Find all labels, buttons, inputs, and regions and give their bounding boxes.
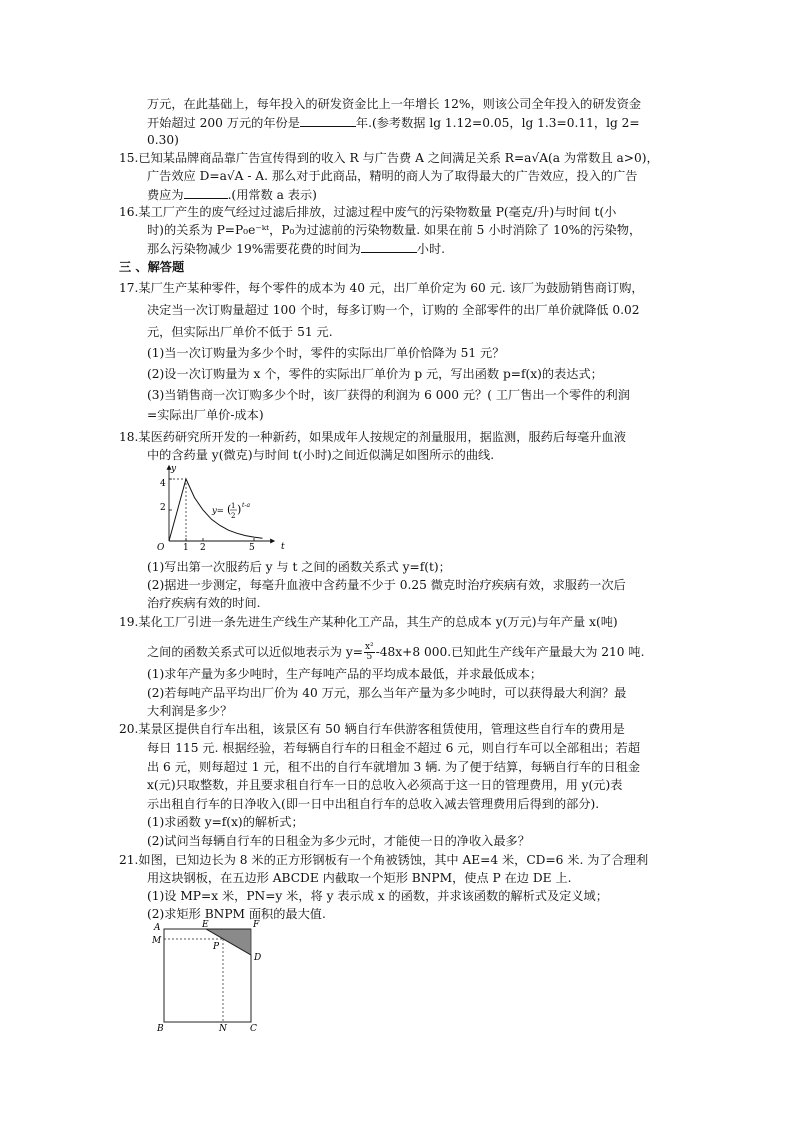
q14-line2-start: 开始超过 200 万元的年份是 (147, 116, 300, 130)
formula-paren-close: ) (237, 503, 242, 516)
section-heading: 三 、解答题 (119, 260, 185, 274)
point-f-label: F (253, 920, 260, 930)
point-e-label: E (202, 920, 209, 930)
q18-line2: 中的含药量 y(微克)与时间 t(小时)之间近似满足如图所示的曲线. (147, 448, 495, 462)
formula-numerator: 1 (231, 502, 236, 510)
q20-part2: (2)试问当每辆自行车的日租金为多少元时，才能使一日的净收入最多？ (147, 834, 530, 848)
q17-part3b: =实际出厂单价-成本) (147, 408, 264, 422)
q20-line5: 示出租自行车的日净收入(即一日中出租自行车的总收入减去管理费用后得到的部分). (147, 797, 600, 811)
q17-part3a: (3)当销售商一次订购多少个时，该厂获得的利润为 6 000 元？( 工厂售出一个零件的利润 (147, 388, 630, 402)
q16-line3-end: 小时. (416, 242, 446, 256)
point-c-label: C (250, 1024, 257, 1034)
y-tick-label: 4 (160, 479, 166, 489)
q21-part1: (1)设 MP=x 米，PN=y 米，将 y 表示成 x 的函数，并求该函数的解析式及定义域； (147, 889, 608, 903)
curve-formula (211, 502, 250, 520)
q14-line1: 万元，在此基础上，每年投入的研发资金比上一年增长 12%，则该公司全年投入的研发资金 (147, 97, 642, 111)
point-b-label: B (157, 1024, 164, 1034)
point-m-label: M (152, 936, 162, 946)
q17-part2: (2)设一次订购量为 x 个，零件的实际出厂单价为 p 元，写出函数 p=f(x)的表达式； (147, 367, 603, 381)
y-axis-label: y (171, 464, 177, 474)
answer-blank[interactable] (184, 187, 228, 199)
x-tick-label: 1 (183, 543, 189, 553)
fraction-numerator: x² (364, 642, 374, 652)
q18-part2a: (2)据进一步测定，每毫升血液中含药量不少于 0.25 微克时治疗疾病有效，求服药一次后 (147, 578, 626, 592)
q19-line2-end: -48x+8 000.已知此生产线年产量最大为 210 吨. (375, 645, 645, 659)
y-tick-label: 2 (160, 503, 166, 513)
q21-line2: 用这块钢板，在五边形 ABCDE 内截取一个矩形 BNPM，使点 P 在边 DE 上. (147, 871, 572, 885)
q19-line2-start: 之间的函数关系式可以近似地表示为 y= (147, 645, 363, 659)
q19-line1: 19.某化工厂引进一条先进生产线生产某种化工产品，其生产的总成本 y(万元)与年产量 x(吨) (119, 615, 618, 629)
q20-part1: (1)求函数 y=f(x)的解析式； (147, 815, 304, 829)
fraction-denominator: 5 (366, 652, 373, 662)
q15-line2: 广告效应 D=a√A - A. 那么对于此商品，精明的商人为了取得最大的广告效应，投入的广告 (147, 169, 638, 183)
q14-line3: 0.30) (147, 133, 179, 147)
q16-line2: 时)的关系为 P=P₀e⁻ᵏᵗ，P₀为过滤前的污染物数量. 如果在前 5 小时消除了 10%的污染物， (147, 223, 642, 237)
answer-blank[interactable] (300, 115, 356, 127)
q17-line2: 决定当一次订购量超过 100 个时，每多订购一个，订购的 全部零件的出厂单价就降低 0.02 (147, 303, 640, 317)
q17-line1: 17.某厂生产某种零件，每个零件的成本为 40 元，出厂单价定为 60 元. 该厂为鼓励销售商订购， (119, 281, 644, 295)
q15-line3-end: .(用常数 a 表示) (227, 188, 317, 202)
q18-line1: 18.某医药研究所开发的一种新药，如果成年人按规定的剂量服用，据监测，服药后每毫升血液 (119, 430, 626, 444)
concentration-graph (150, 461, 290, 555)
q17-line3: 元，但实际出厂单价不低于 51 元. (147, 325, 333, 339)
x-axis-label: t (281, 542, 285, 552)
q18-part2b: 治疗疾病有效的时间. (147, 596, 261, 610)
point-d-label: D (254, 953, 262, 963)
q21-part2: (2)求矩形 BNPM 面积的最大值. (147, 907, 326, 921)
answer-blank[interactable] (361, 241, 417, 253)
q16-line3-start: 那么污染物减少 19%需要花费的时间为 (147, 242, 361, 256)
q16-line3 (147, 241, 445, 257)
q20-line3: 出 6 元，则每超过 1 元，租不出的自行车就增加 3 辆. 为了便于结算，每辆自行车的日租金 (147, 760, 641, 774)
formula-denominator: 2 (231, 512, 236, 520)
q15-line1: 15.已知某品牌商品靠广告宣传得到的收入 R 与广告费 A 之间满足关系 R=a√A(a 为常数且 a>0)， (119, 151, 659, 165)
q20-line1: 20.某景区提供自行车出租，该景区有 50 辆自行车供游客租赁使用，管理这些自行车的费用是 (119, 722, 625, 736)
q19-part2a: (2)若每吨产品平均出厂价为 40 万元，那么当年产量为多少吨时，可以获得最大利润？最 (147, 686, 627, 700)
x-tick-label: 2 (200, 543, 206, 553)
x-axis-arrow (270, 539, 275, 544)
cost-fraction (364, 643, 375, 662)
q15-line3-start: 费应为 (147, 188, 184, 202)
q17-part1: (1)当一次订购量为多少个时，零件的实际出厂单价恰降为 51 元？ (147, 346, 505, 360)
q19-part2b: 大利润是多少？ (147, 704, 233, 718)
q14-line2 (147, 115, 640, 131)
steel-plate-figure (146, 918, 272, 1034)
graph-axes (167, 465, 276, 544)
q14-line2-end: 年.(参考数据 lg 1.12=0.05，lg 1.3=0.11，lg 2= (355, 116, 640, 130)
q18-part1: (1)写出第一次服药后 y 与 t 之间的函数关系式 y=f(t)； (147, 560, 451, 574)
point-p-label: P (213, 942, 220, 952)
q20-line2: 每日 115 元. 根据经验，若每辆自行车的日租金不超过 6 元，则自行车可以全部租出；若超 (147, 741, 641, 755)
q20-line4: x(元)只取整数，并且要求租自行车一日的总收入必须高于这一日的管理费用，用 y(元)表 (147, 778, 623, 792)
q19-line2 (147, 643, 644, 662)
q15-line3 (147, 187, 317, 203)
formula-paren-open: ( (227, 503, 232, 516)
point-n-label: N (219, 1024, 227, 1034)
q16-line1: 16.某工厂产生的废气经过过滤后排放，过滤过程中废气的污染物数量 P(毫克/升)与时间 t(小 (119, 205, 617, 219)
q21-line1: 21.如图，已知边长为 8 米的正方形钢板有一个角被锈蚀，其中 AE=4 米，CD=6 米. 为了合理利 (119, 853, 649, 867)
point-a-label: A (154, 923, 161, 933)
x-tick-label: 5 (249, 543, 255, 553)
origin-label: O (157, 543, 165, 553)
formula-prefix: y= (212, 506, 224, 516)
formula-exponent: t-a (242, 502, 251, 509)
q19-part1: (1)求年产量为多少吨时，生产每吨产品的平均成本最低，并求最低成本； (147, 667, 543, 681)
